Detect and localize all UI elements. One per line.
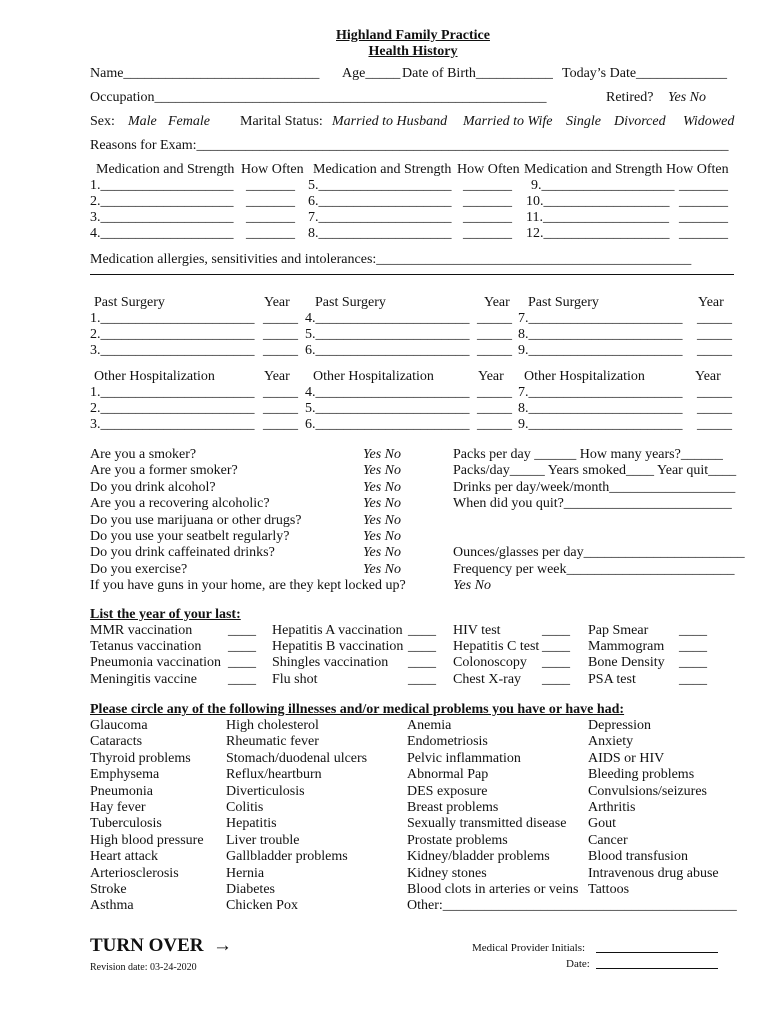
surgery-year-field[interactable]: _____ [263, 327, 298, 342]
yes-no-options[interactable]: Yes No [363, 447, 402, 462]
hospitalization-field[interactable]: 7.______________________ [518, 385, 683, 400]
demographics-line-2 [90, 90, 736, 114]
illness-option[interactable]: Blood transfusion [588, 849, 688, 865]
occupation-field[interactable]: Occupation________________________________________________________ [90, 90, 547, 105]
vaccine-label: Mammogram [588, 638, 665, 654]
medication-field[interactable]: 7.___________________ [308, 210, 452, 225]
surgery-year-header-3: Year [698, 295, 724, 310]
lifestyle-row [90, 529, 736, 545]
hospitalization-field[interactable]: 4.______________________ [305, 385, 470, 400]
illness-option[interactable]: Glaucoma [90, 718, 148, 734]
medication-field[interactable]: 2.___________________ [90, 194, 234, 209]
illness-option[interactable]: High blood pressure [90, 832, 204, 848]
vaccine-row [90, 639, 736, 655]
vaccine-year-field[interactable]: ____ [408, 655, 436, 671]
vaccine-year-field[interactable]: ____ [542, 622, 570, 638]
surgery-field[interactable]: 5.______________________ [305, 327, 470, 342]
illness-option[interactable]: Breast problems [407, 800, 499, 816]
turn-over [90, 935, 232, 957]
vaccine-label: Hepatitis A vaccination [272, 622, 403, 638]
allergies-field[interactable]: Medication allergies, sensitivities and intolerances:_____________________________________________ [90, 252, 692, 267]
surgery-field[interactable]: 7.______________________ [518, 311, 683, 326]
revision-date: Revision date: 03-24-2020 [90, 962, 197, 974]
hospitalization-field[interactable]: 1.______________________ [90, 385, 255, 400]
vaccine-label: Flu shot [272, 671, 318, 687]
hospitalization-field[interactable]: 8.______________________ [518, 401, 683, 416]
medication-field[interactable]: 1.___________________ [90, 178, 234, 193]
surgery-year-header-1: Year [264, 295, 290, 310]
vaccine-label: Chest X-ray [453, 671, 522, 687]
illness-option[interactable]: Tuberculosis [90, 816, 162, 832]
hospitalization-header-3: Other Hospitalization [524, 369, 645, 384]
surgery-field[interactable]: 2.______________________ [90, 327, 255, 342]
provider-initials-line[interactable] [596, 952, 718, 953]
vaccine-row [90, 672, 736, 688]
how-often-field[interactable]: _______ [246, 194, 295, 209]
hospitalization-field[interactable]: 6.______________________ [305, 417, 470, 432]
surgery-year-field[interactable]: _____ [697, 343, 732, 358]
lifestyle-question: Are you a former smoker? [90, 463, 238, 479]
hospitalization-header-1: Other Hospitalization [94, 369, 215, 384]
hospitalization-year-field[interactable]: _____ [263, 385, 298, 400]
medication-field[interactable]: 6.___________________ [308, 194, 452, 209]
illness-option[interactable]: Arteriosclerosis [90, 865, 179, 881]
surgery-year-field[interactable]: _____ [697, 311, 732, 326]
surgery-year-header-2: Year [484, 295, 510, 310]
illness-option[interactable]: DES exposure [407, 783, 488, 799]
illness-option[interactable]: Intravenous drug abuse [588, 865, 719, 881]
illness-option[interactable]: Endometriosis [407, 734, 488, 750]
lifestyle-question: Do you drink alcohol? [90, 479, 216, 495]
surgery-row [90, 343, 736, 359]
vaccine-label: Pneumonia vaccination [90, 655, 222, 671]
vaccine-year-field[interactable]: ____ [542, 638, 570, 654]
illness-option[interactable]: Sexually transmitted disease [407, 816, 567, 832]
lifestyle-followup[interactable]: Packs/day_____ Years smoked____ Year quit____ [453, 463, 737, 479]
yes-no-options[interactable]: Yes No [363, 512, 402, 528]
lifestyle-question: Are you a smoker? [90, 447, 197, 462]
vaccine-label: Pap Smear [588, 622, 649, 638]
surgery-row [90, 311, 736, 327]
vaccine-year-field[interactable]: ____ [679, 622, 707, 638]
illness-option[interactable]: Depression [588, 718, 651, 734]
surgery-year-field[interactable]: _____ [477, 327, 512, 342]
vaccine-label: Hepatitis C test [453, 638, 540, 654]
vaccine-label: HIV test [453, 622, 501, 638]
todays-date-field[interactable]: Today’s Date_____________ [562, 66, 728, 81]
illness-option[interactable]: Other:__________________________________________ [407, 898, 737, 914]
retired-label: Retired? [606, 90, 654, 105]
name-field[interactable]: Name____________________________ [90, 66, 320, 81]
vaccines-heading-row [90, 607, 736, 623]
how-often-field[interactable]: _______ [463, 226, 512, 241]
medication-field[interactable]: 4.___________________ [90, 226, 234, 241]
lifestyle-row [90, 447, 736, 463]
marital-married-wife[interactable]: Married to Wife [463, 114, 553, 129]
how-often-field[interactable]: _______ [679, 178, 728, 193]
medication-field[interactable]: 9.___________________ [531, 178, 675, 193]
vaccine-year-field[interactable]: ____ [679, 655, 707, 671]
lifestyle-question: Do you use your seatbelt regularly? [90, 528, 290, 544]
reasons-line [90, 138, 736, 162]
howoften-header-1: How Often [241, 162, 304, 177]
dob-field[interactable]: Date of Birth___________ [402, 66, 553, 81]
yes-no-options[interactable]: Yes No [363, 463, 402, 479]
lifestyle-row [90, 545, 745, 561]
surgery-field[interactable]: 9.______________________ [518, 343, 683, 358]
vaccine-year-field[interactable]: ____ [542, 671, 570, 687]
illness-option[interactable]: Prostate problems [407, 832, 508, 848]
illness-option[interactable]: Diabetes [226, 882, 275, 898]
hospitalization-field[interactable]: 9.______________________ [518, 417, 683, 432]
sex-option-female[interactable]: Female [168, 114, 210, 129]
medication-field[interactable]: 12.__________________ [526, 226, 670, 241]
illness-option[interactable]: Abnormal Pap [407, 767, 489, 783]
medication-field[interactable]: 10.__________________ [526, 194, 670, 209]
surgery-year-field[interactable]: _____ [697, 327, 732, 342]
surgery-field[interactable]: 6.______________________ [305, 343, 470, 358]
illness-option[interactable]: Pneumonia [90, 783, 153, 799]
hospitalization-field[interactable]: 5.______________________ [305, 401, 470, 416]
reasons-field[interactable]: Reasons for Exam:____________________________________________________________________________ [90, 138, 729, 153]
vaccine-year-field[interactable]: ____ [228, 671, 256, 687]
lifestyle-followup[interactable]: Packs per day ______ How many years?______ [453, 447, 723, 462]
medication-field[interactable]: 3.___________________ [90, 210, 234, 225]
illness-option[interactable]: Stomach/duodenal ulcers [226, 750, 368, 766]
vaccine-year-field[interactable]: ____ [408, 638, 436, 654]
illness-option[interactable]: Tattoos [588, 882, 630, 898]
illness-option[interactable]: Gallbladder problems [226, 849, 348, 865]
vaccine-year-field[interactable]: ____ [679, 638, 707, 654]
surgery-year-field[interactable]: _____ [477, 311, 512, 326]
illness-option[interactable]: Chicken Pox [226, 898, 298, 914]
howoften-header-2: How Often [457, 162, 520, 177]
illness-option[interactable]: Kidney/bladder problems [407, 849, 550, 865]
lifestyle-question: Are you a recovering alcoholic? [90, 496, 270, 512]
hospitalization-header-row [90, 369, 736, 385]
provider-initials-label: Medical Provider Initials: [472, 942, 586, 955]
medication-row [90, 178, 736, 194]
practice-name: Highland Family Practice [336, 28, 490, 43]
vaccine-label: Bone Density [588, 655, 665, 671]
how-often-field[interactable]: _______ [463, 194, 512, 209]
illness-option[interactable]: Hepatitis [226, 816, 277, 832]
medication-row [90, 194, 736, 210]
vaccine-label: Tetanus vaccination [90, 638, 202, 654]
hospitalization-year-field[interactable]: _____ [477, 401, 512, 416]
allergies-line [90, 252, 736, 268]
illness-option[interactable]: Convulsions/seizures [588, 783, 707, 799]
footer [90, 935, 736, 978]
medication-field[interactable]: 5.___________________ [308, 178, 452, 193]
hospitalization-year-field[interactable]: _____ [263, 401, 298, 416]
illness-option[interactable]: Reflux/heartburn [226, 767, 322, 783]
illness-option[interactable]: Emphysema [90, 767, 160, 783]
how-often-field[interactable]: _______ [463, 210, 512, 225]
vaccine-label: Colonoscopy [453, 655, 527, 671]
illness-option[interactable]: Rheumatic fever [226, 734, 319, 750]
med-header-2: Medication and Strength [313, 162, 452, 177]
yes-no-options[interactable]: Yes No [363, 496, 402, 512]
yes-no-options[interactable]: Yes No [363, 479, 402, 495]
vaccines-heading: List the year of your last: [90, 606, 241, 622]
lifestyle-section [90, 447, 745, 595]
vaccine-year-field[interactable]: ____ [228, 638, 256, 654]
surgery-row [90, 327, 736, 343]
surgery-header-1: Past Surgery [94, 295, 165, 310]
illness-option[interactable]: Colitis [226, 800, 264, 816]
illnesses-grid [90, 718, 736, 916]
how-often-field[interactable]: _______ [463, 178, 512, 193]
medication-field[interactable]: 8.___________________ [308, 226, 452, 241]
vaccine-label: Meningitis vaccine [90, 671, 197, 687]
medication-header-row [90, 162, 736, 178]
date-label: Date: [566, 958, 590, 971]
vaccine-row [90, 623, 736, 639]
illness-option[interactable]: Hay fever [90, 800, 146, 816]
lifestyle-question: Do you exercise? [90, 561, 188, 577]
surgery-year-field[interactable]: _____ [263, 311, 298, 326]
marital-widowed[interactable]: Widowed [683, 114, 735, 129]
illnesses-heading-row [90, 702, 736, 718]
vaccine-label: MMR vaccination [90, 622, 193, 638]
how-often-field[interactable]: _______ [679, 226, 728, 241]
lifestyle-row [90, 496, 736, 512]
yes-no-options[interactable]: Yes No [363, 528, 402, 544]
lifestyle-question: Do you use marijuana or other drugs? [90, 512, 302, 528]
vaccine-label: Shingles vaccination [272, 655, 389, 671]
vaccine-year-field[interactable]: ____ [228, 622, 256, 638]
vaccine-year-field[interactable]: ____ [408, 671, 436, 687]
illness-option[interactable]: Anxiety [588, 734, 634, 750]
vaccine-label: Hepatitis B vaccination [272, 638, 404, 654]
lifestyle-followup[interactable]: Frequency per week________________________ [453, 561, 735, 577]
hospitalization-year-field[interactable]: _____ [697, 401, 732, 416]
lifestyle-row [90, 513, 736, 529]
arrow-right-icon: → [212, 935, 232, 957]
vaccine-year-field[interactable]: ____ [679, 671, 707, 687]
hospitalization-header-2: Other Hospitalization [313, 369, 434, 384]
illness-option[interactable]: AIDS or HIV [588, 750, 665, 766]
vaccine-year-field[interactable]: ____ [408, 622, 436, 638]
lifestyle-row [90, 463, 736, 479]
hospitalization-year-field[interactable]: _____ [477, 417, 512, 432]
med-header-1: Medication and Strength [96, 162, 235, 177]
illness-option[interactable]: Pelvic inflammation [407, 750, 521, 766]
guns-question: If you have guns in your home, are they kept locked up? [90, 578, 406, 594]
illness-option[interactable]: Heart attack [90, 849, 159, 865]
lifestyle-question: Do you drink caffeinated drinks? [90, 545, 275, 561]
health-history-form [90, 28, 745, 978]
hospitalization-row [90, 385, 736, 401]
how-often-field[interactable]: _______ [246, 210, 295, 225]
retired-options[interactable]: Yes No [668, 90, 707, 105]
surgery-year-field[interactable]: _____ [263, 343, 298, 358]
surgery-field[interactable]: 1.______________________ [90, 311, 255, 326]
illness-option[interactable]: Asthma [90, 898, 134, 914]
lifestyle-row [90, 480, 736, 496]
sex-label: Sex: [90, 114, 115, 129]
turn-over-label: TURN OVER [90, 935, 204, 957]
surgery-year-field[interactable]: _____ [477, 343, 512, 358]
illness-option[interactable]: Cataracts [90, 734, 143, 750]
surgery-header-3: Past Surgery [528, 295, 599, 310]
marital-divorced[interactable]: Divorced [614, 114, 666, 129]
lifestyle-followup[interactable]: Ounces/glasses per day_______________________ [453, 545, 745, 561]
surgery-field[interactable]: 3.______________________ [90, 343, 255, 358]
hospitalization-field[interactable]: 2.______________________ [90, 401, 255, 416]
hospitalization-year-field[interactable]: _____ [477, 385, 512, 400]
how-often-field[interactable]: _______ [246, 226, 295, 241]
hospitalization-year-field[interactable]: _____ [697, 385, 732, 400]
lifestyle-followup[interactable]: Drinks per day/week/month__________________ [453, 479, 736, 495]
marital-label: Marital Status: [240, 114, 323, 129]
vaccine-year-field[interactable]: ____ [542, 655, 570, 671]
illness-option[interactable]: Liver trouble [226, 832, 300, 848]
illness-option[interactable]: Hernia [226, 865, 265, 881]
yes-no-options[interactable]: Yes No [363, 561, 402, 577]
sex-option-male[interactable]: Male [128, 114, 157, 129]
lifestyle-row [90, 578, 736, 594]
med-header-3: Medication and Strength [524, 162, 663, 177]
hospitalization-row [90, 401, 736, 417]
vaccine-label: PSA test [588, 671, 636, 687]
illness-option[interactable]: Kidney stones [407, 865, 487, 881]
marital-married-husband[interactable]: Married to Husband [332, 114, 448, 129]
age-field[interactable]: Age_____ [342, 66, 401, 81]
vaccine-year-field[interactable]: ____ [228, 655, 256, 671]
illness-option[interactable]: Blood clots in arteries or veins [407, 882, 579, 898]
lifestyle-row [90, 562, 736, 578]
medication-row [90, 226, 736, 242]
guns-yes-no-options[interactable]: Yes No [453, 578, 492, 594]
illness-option[interactable]: Cancer [588, 832, 628, 848]
illness-option[interactable]: Anemia [407, 718, 452, 734]
illness-option[interactable]: Arthritis [588, 800, 636, 816]
medication-row [90, 210, 736, 226]
illness-option[interactable]: Stroke [90, 882, 127, 898]
illnesses-heading: Please circle any of the following illnesses and/or medical problems you have or have had: [90, 702, 625, 718]
provider-date-line[interactable] [596, 968, 718, 969]
how-often-field[interactable]: _______ [679, 194, 728, 209]
hospitalization-field[interactable]: 3.______________________ [90, 417, 255, 432]
illness-option[interactable]: Diverticulosis [226, 783, 305, 799]
illness-option[interactable]: High cholesterol [226, 718, 319, 734]
medication-field[interactable]: 11.__________________ [526, 210, 669, 225]
demographics-line-1 [90, 66, 736, 90]
lifestyle-followup[interactable]: When did you quit?________________________ [453, 496, 732, 512]
how-often-field[interactable]: _______ [679, 210, 728, 225]
illness-option[interactable]: Thyroid problems [90, 750, 191, 766]
marital-single[interactable]: Single [566, 114, 601, 129]
hospitalization-year-header-3: Year [695, 369, 721, 384]
vaccine-row [90, 655, 736, 671]
demographics-line-3 [90, 114, 736, 138]
hospitalization-year-header-2: Year [478, 369, 504, 384]
how-often-field[interactable]: _______ [246, 178, 295, 193]
illness-option[interactable]: Gout [588, 816, 616, 832]
surgery-header-row [90, 295, 736, 311]
surgery-field[interactable]: 4.______________________ [305, 311, 470, 326]
surgery-field[interactable]: 8.______________________ [518, 327, 683, 342]
yes-no-options[interactable]: Yes No [363, 545, 402, 561]
howoften-header-3: How Often [666, 162, 729, 177]
hospitalization-year-header-1: Year [264, 369, 290, 384]
hospitalization-year-field[interactable]: _____ [263, 417, 298, 432]
hospitalization-row [90, 417, 736, 433]
surgery-header-2: Past Surgery [315, 295, 386, 310]
form-title: Health History [368, 44, 458, 59]
illness-option[interactable]: Bleeding problems [588, 767, 695, 783]
hospitalization-year-field[interactable]: _____ [697, 417, 732, 432]
